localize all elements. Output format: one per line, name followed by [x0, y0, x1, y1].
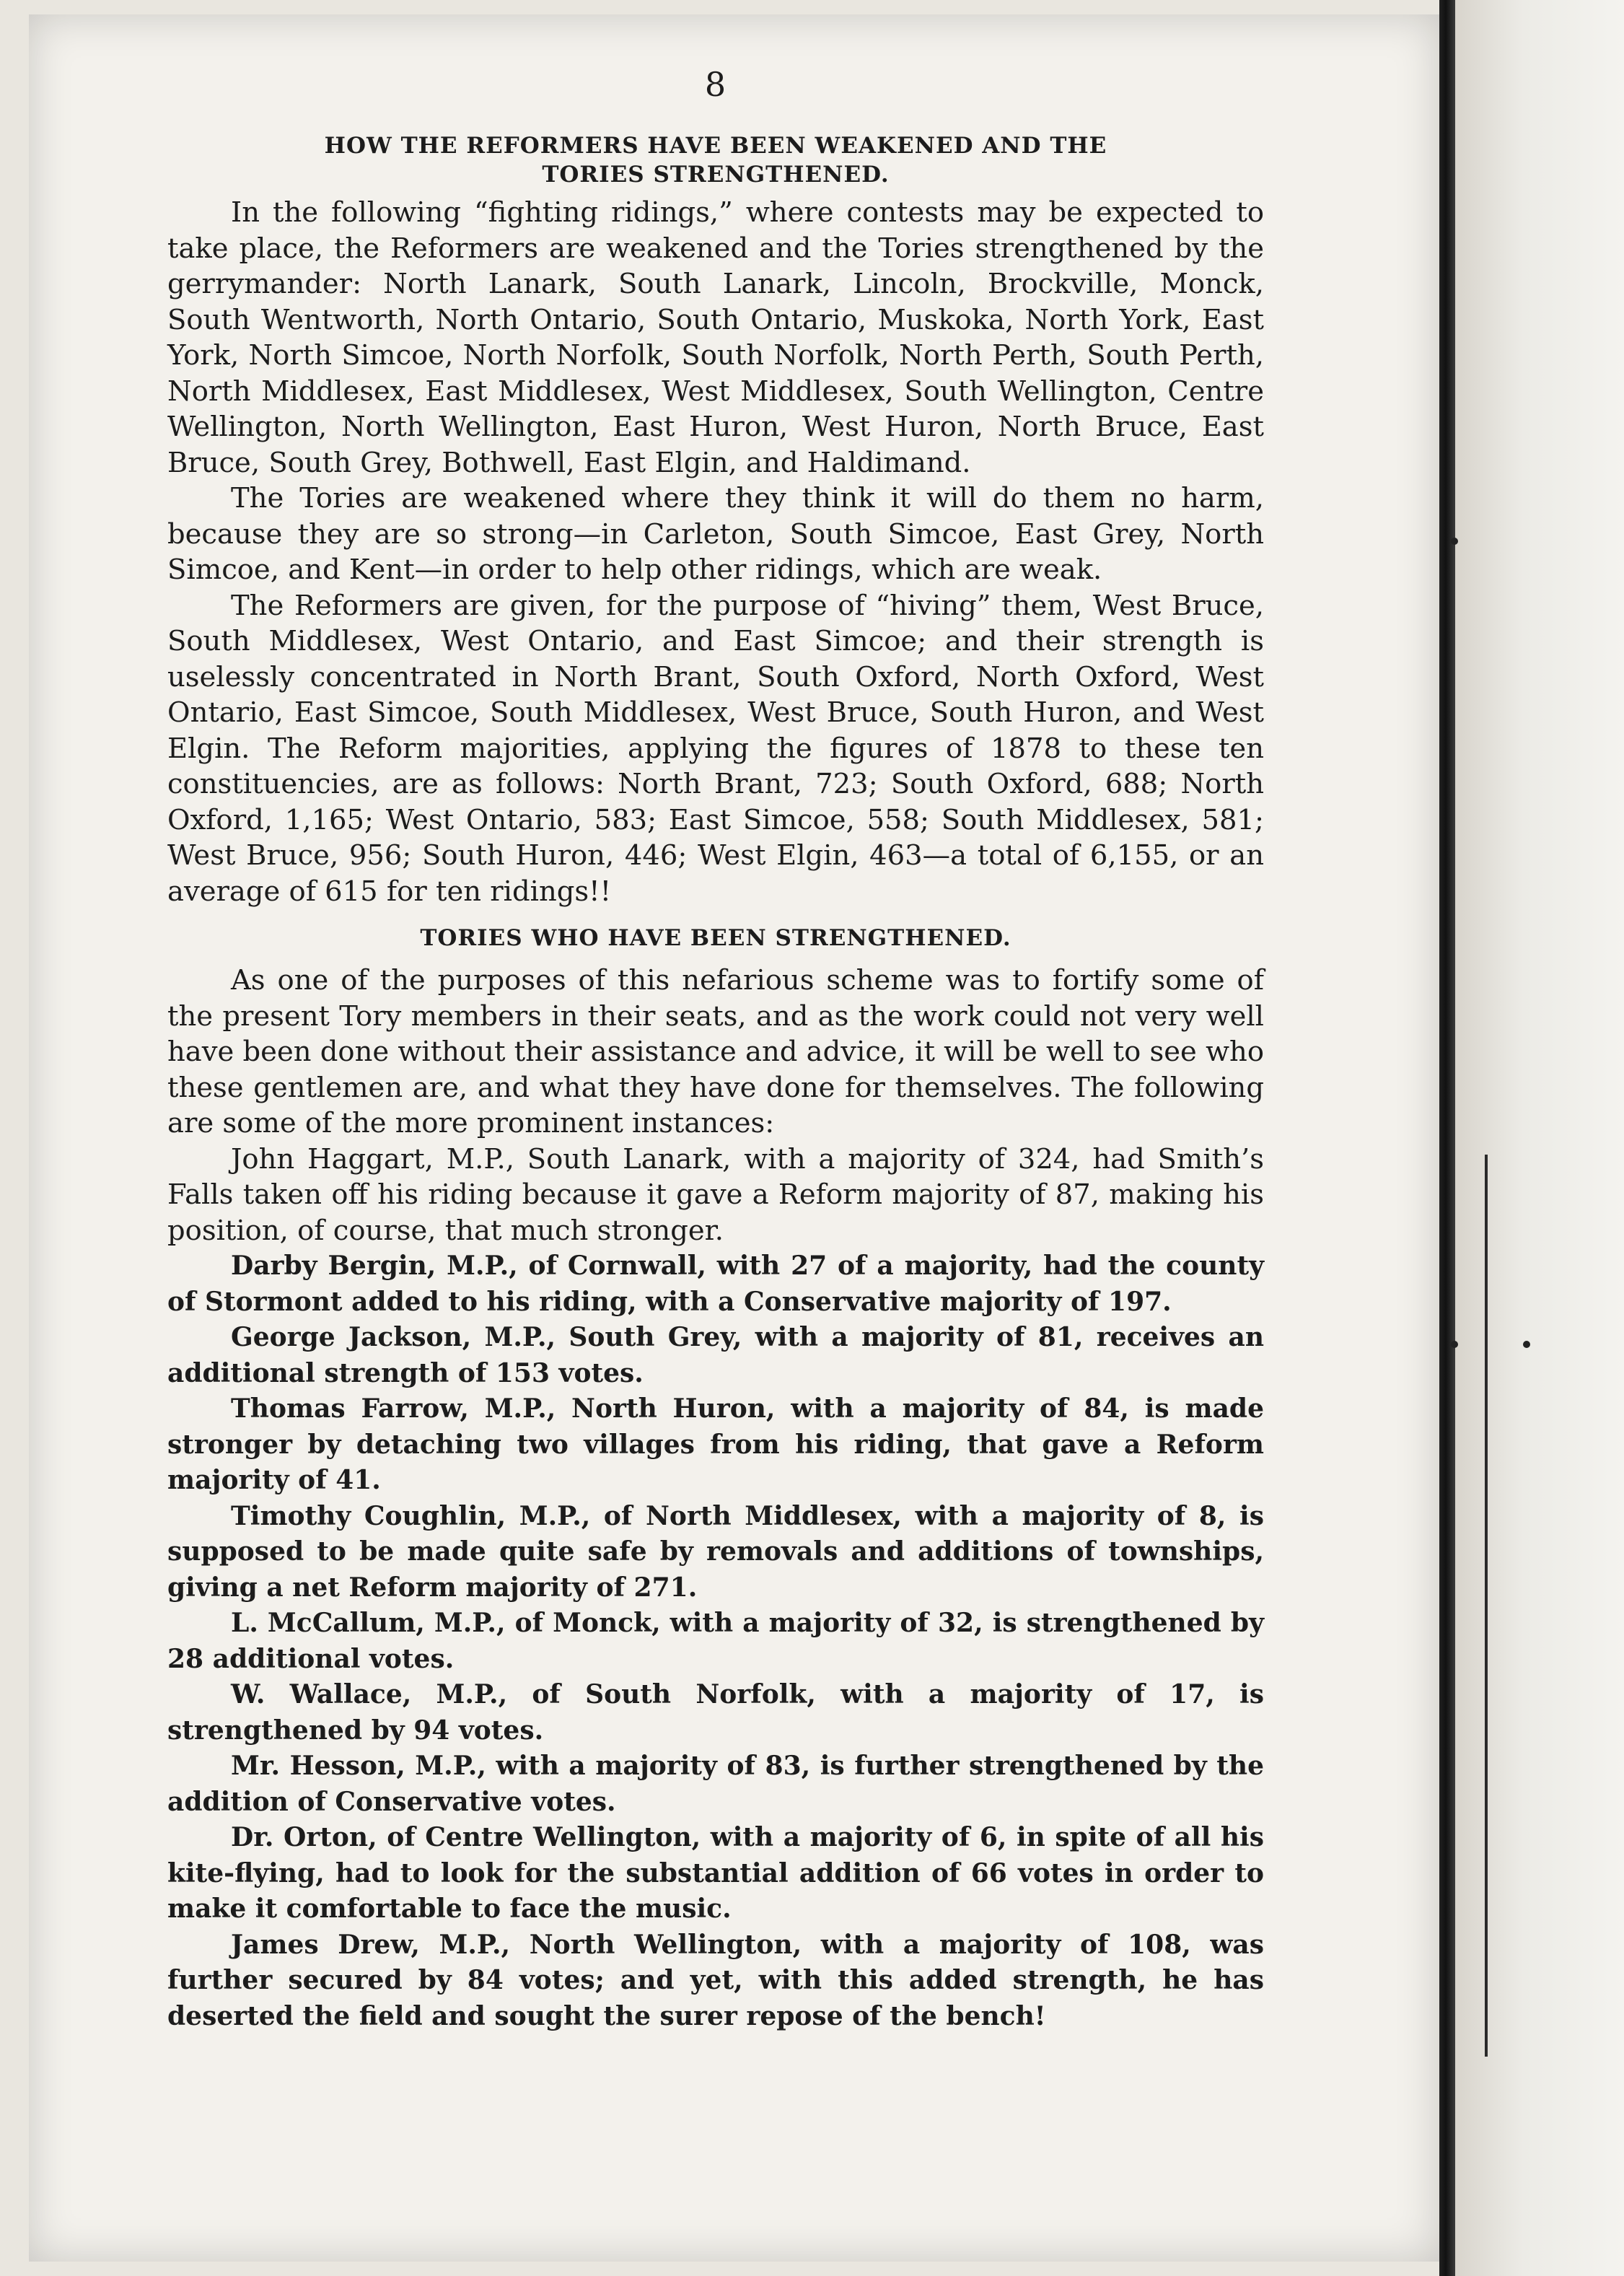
section-heading-1-line1: HOW THE REFORMERS HAVE BEEN WEAKENED AND THE — [324, 133, 1107, 159]
binding-stitch — [1523, 1341, 1530, 1348]
paragraph: Timothy Coughlin, M.P., of North Middlesex, with a majority of 8, is supposed to be made quite safe by removals and additions of townships, giving a net Reform majority of 271. — [167, 1500, 1264, 1603]
section-heading-1-line2: TORIES STRENGTHENED. — [542, 162, 890, 188]
paragraph: W. Wallace, M.P., of South Norfolk, with a majority of 17, is strengthened by 94 votes. — [167, 1679, 1264, 1746]
paragraph: As one of the purposes of this nefarious scheme was to fortify some of the present Tory members in their seats, and as the work could not very well have been done without their assistance and advice, it will be well to see who these gentlemen are, and what they have done for themselves. The following are some of the more prominent instances: — [167, 964, 1264, 1139]
facing-page-edge — [1455, 0, 1624, 2276]
paragraph: The Tories are weakened where they think it will do them no harm, because they are so strong—in Carleton, South Simcoe, East Grey, North Simcoe, and Kent—in order to help other ridings, which are weak. — [167, 482, 1264, 586]
page-number: 8 — [704, 65, 727, 104]
paragraph: George Jackson, M.P., South Grey, with a majority of 81, receives an additional strength of 153 votes. — [167, 1322, 1264, 1388]
binding-stitch — [1451, 538, 1458, 545]
paragraph: Darby Bergin, M.P., of Cornwall, with 27 of a majority, had the county of Stormont added to his riding, with a Conservative majority of 197. — [167, 1251, 1264, 1317]
paragraph: In the following “fighting ridings,” where contests may be expected to take place, the Reformers are weakened and the Tories strengthened by the gerrymander: North Lanark, South Lanark, Lincoln, Brockville, Monck, South Wentworth, North Ontario, South Ontario, Muskoka, North York, East York, North Simcoe, North Norfolk, South Norfolk, North Perth, South Perth, North Middlesex, East Middlesex, West Middlesex, South Wellington, Centre Wellington, North Wellington, East Huron, West Huron, North Bruce, East Bruce, South Grey, Bothwell, East Elgin, and Haldimand. — [167, 196, 1264, 479]
paragraph: James Drew, M.P., North Wellington, with a majority of 108, was further secured by 84 votes; and yet, with this added strength, he has deserted the field and sought the surer repose of the bench! — [167, 1929, 1264, 2031]
paragraph: L. McCallum, M.P., of Monck, with a majority of 32, is strengthened by 28 additional votes. — [167, 1608, 1264, 1674]
binding-stitch — [1451, 1341, 1458, 1348]
paragraph: The Reformers are given, for the purpose of “hiving” them, West Bruce, South Middlesex, West Ontario, and East Simcoe; and their strength is uselessly concentrated in North Brant, South Oxford, North Oxford, West Ontario, East Simcoe, South Middlesex, West Bruce, South Huron, and West Elgin. The Reform majorities, applying the figures of 1878 to these ten constituencies, are as follows: North Brant, 723; South Oxford, 688; North Oxford, 1,165; West Ontario, 583; East Simcoe, 558; South Middlesex, 581; West Bruce, 956; South Huron, 446; West Elgin, 463—a total of 6,155, or an average of 615 for ten ridings!! — [167, 589, 1264, 908]
paragraph: John Haggart, M.P., South Lanark, with a majority of 324, had Smith’s Falls taken off his riding because it gave a Reform majority of 87, making his position, of course, that much stronger. — [167, 1142, 1264, 1247]
paragraph: Dr. Orton, of Centre Wellington, with a majority of 6, in spite of all his kite-flying, had to look for the substantial addition of 66 votes in order to make it comfortable to face the music. — [167, 1822, 1264, 1924]
binding-thread — [1485, 1155, 1488, 2057]
section-heading-2: TORIES WHO HAVE BEEN STRENGTHENED. — [420, 925, 1011, 951]
page-content — [167, 65, 1264, 2034]
book-spine — [1439, 0, 1455, 2276]
section-heading-1 — [167, 131, 1264, 189]
paragraph: Thomas Farrow, M.P., North Huron, with a majority of 84, is made stronger by detaching two villages from his riding, that gave a Reform majority of 41. — [167, 1393, 1264, 1495]
paragraph: Mr. Hesson, M.P., with a majority of 83, is further strengthened by the addition of Conservative votes. — [167, 1751, 1264, 1817]
